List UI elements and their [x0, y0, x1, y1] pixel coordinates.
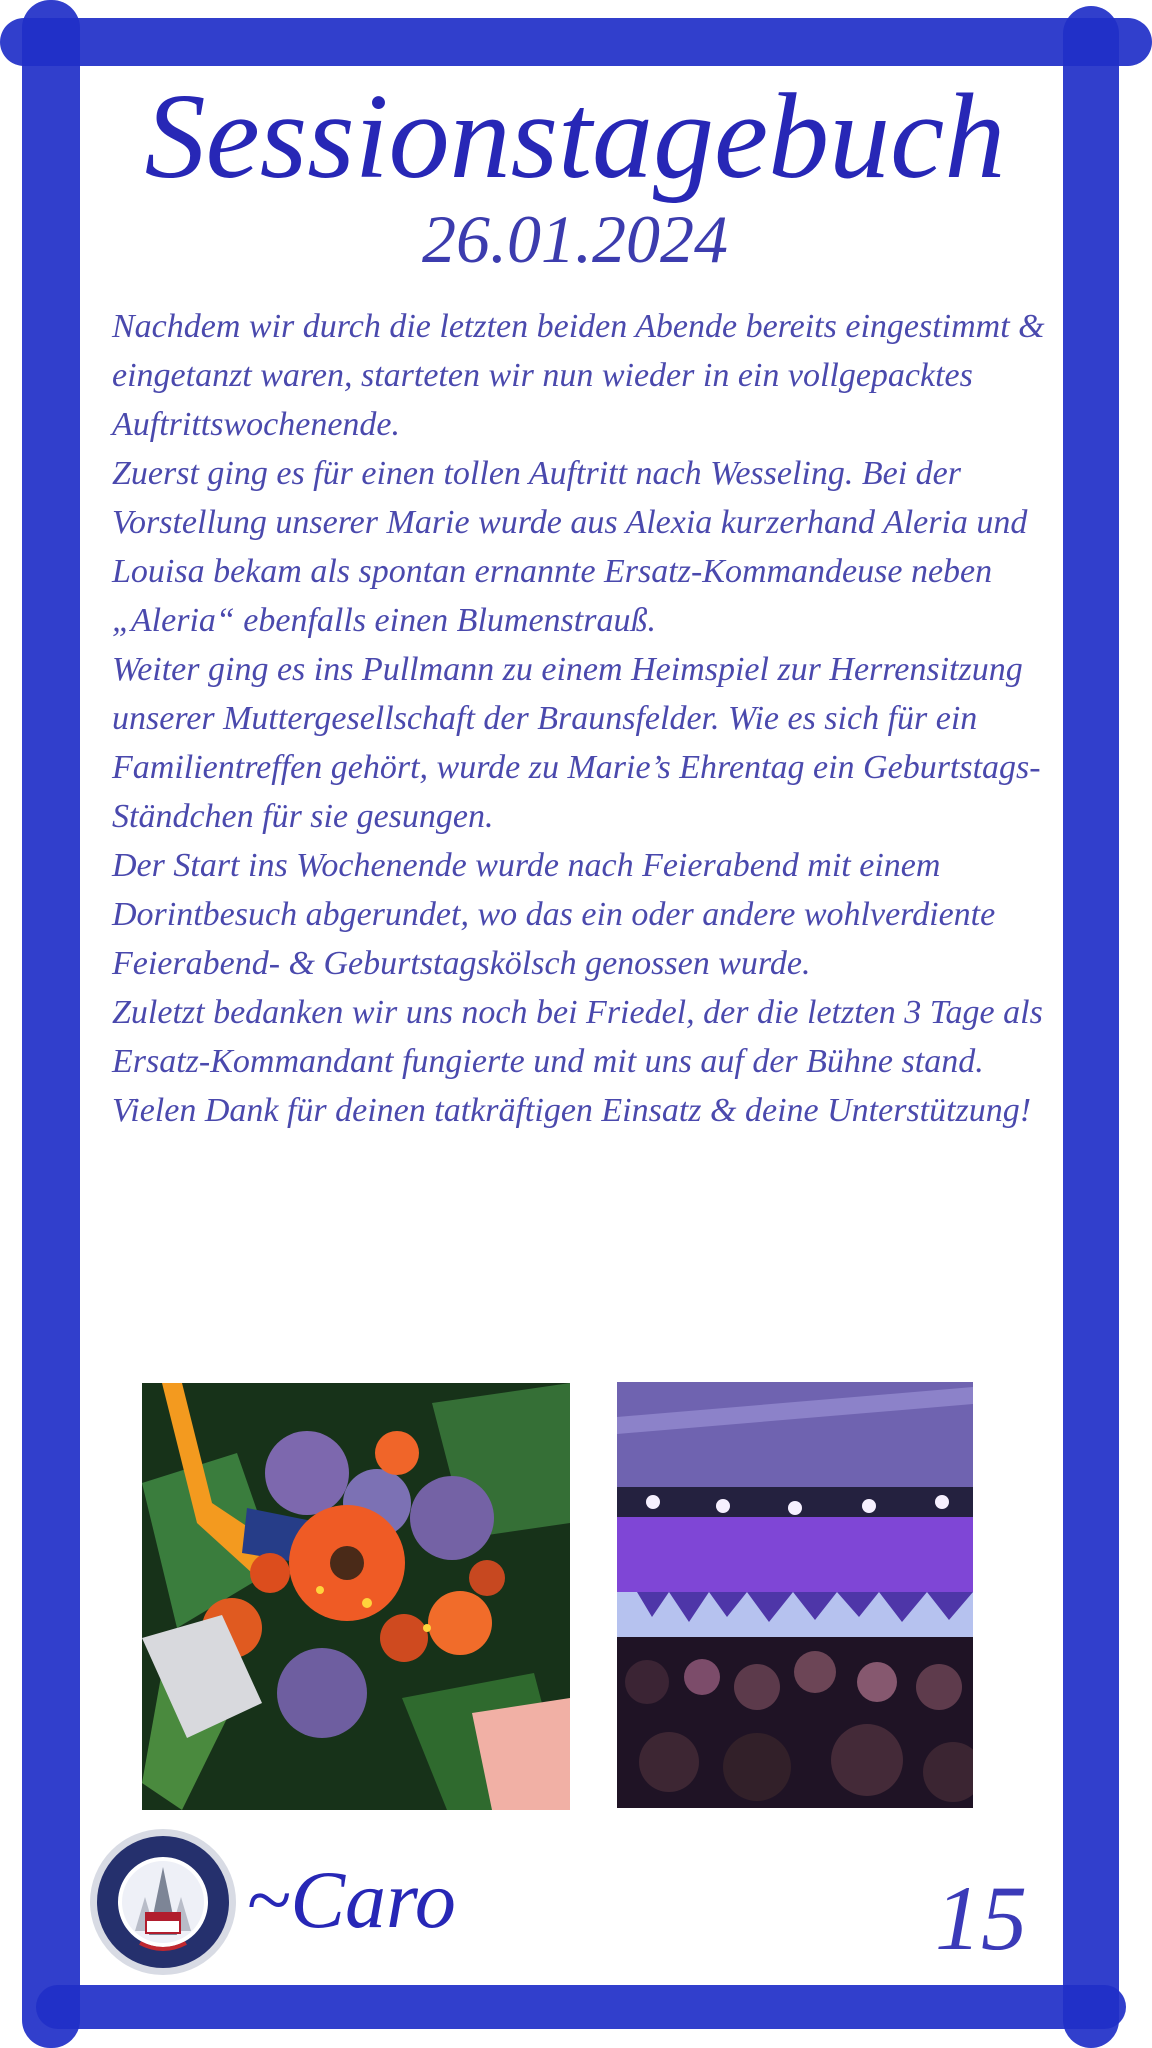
frame-bottom-border [36, 1985, 1126, 2029]
signature: ~Caro [246, 1854, 456, 1945]
body-paragraph-4: Der Start ins Wochenende wurde nach Feierabend mit einem Dorintbesuch abgerundet, wo das ein oder andere wohlverdiente Feierabend- & Geburtstagskölsch genossen wurde. [112, 847, 996, 982]
frame-top-border [0, 18, 1152, 66]
page-number: 15 [935, 1867, 1027, 1969]
frame-right-border [1063, 6, 1119, 2048]
body-paragraph-3: Weiter ging es ins Pullmann zu einem Heimspiel zur Herrensitzung unserer Muttergesellschaft der Braunsfelder. Wie es sich für ein Familientreffen gehört, wurde zu Marie’s Ehrentag ein Geburtstags-Ständchen für sie gesungen. [112, 651, 1041, 835]
club-logo [88, 1827, 238, 1977]
body-paragraph-1: Nachdem wir durch die letzten beiden Abende bereits eingestimmt & eingetanzt waren, starteten wir nun wieder in ein vollgepacktes Auftrittswochenende. [112, 308, 1045, 443]
page-title: Sessionstagebuch [144, 69, 1006, 204]
flower-bouquet-photo [142, 1383, 570, 1810]
diary-body [112, 302, 1067, 1135]
frame-left-border [22, 0, 80, 2048]
body-paragraph-2: Zuerst ging es für einen tollen Auftritt nach Wesseling. Bei der Vorstellung unserer Marie wurde aus Alexia kurzerhand Aleria und Louisa bekam als spontan ernannte Ersatz-Kommandeuse neben „Aleria“ ebenfalls einen Blumenstrauß. [112, 455, 1028, 639]
stage-performance-photo [617, 1382, 973, 1808]
body-paragraph-5: Zuletzt bedanken wir uns noch bei Friedel, der die letzten 3 Tage als Ersatz-Kommandant fungierte und mit uns auf der Bühne stand. Vielen Dank für deinen tatkräftigen Einsatz & deine Unterstützung! [112, 994, 1043, 1129]
page-date: 26.01.2024 [422, 201, 728, 277]
